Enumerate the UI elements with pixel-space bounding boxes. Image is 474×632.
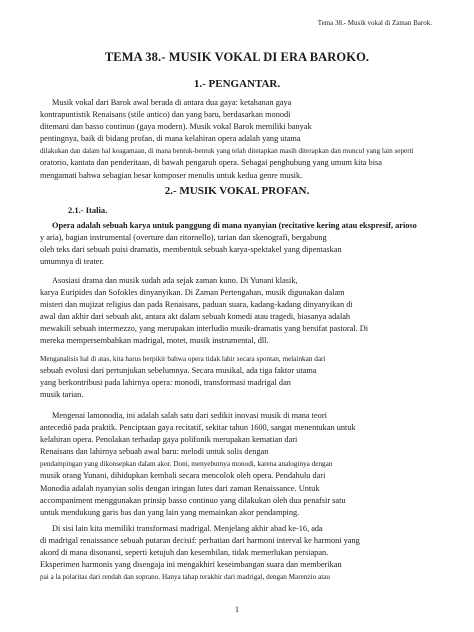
section-2-title: 2.- MUSIK VOKAL PROFAN. <box>164 185 310 197</box>
paragraph-line: mereka mempersembahkan madrigal, motet, musik instrumental, dll. <box>40 336 269 346</box>
section-1-title: 1.- PENGANTAR. <box>193 78 281 90</box>
paragraph-line: yang berkontribusi pada lahirnya opera: monodi, transformasi madrigal dan <box>40 378 291 388</box>
paragraph-line: pentingnya, baik di bidang profan, di mana kelahiran opera adalah yang utama <box>40 134 301 144</box>
paragraph-line: Menganalisis hal di atas, kita harus berpikir bahwa opera tidak lahir secara spontan, melainkan dari <box>40 355 326 363</box>
paragraph-line: kontrapuntistik Renaisans (stile antico) dan yang baru, berdasarkan monodi <box>40 110 291 120</box>
paragraph-line: y aria), bagian instrumental (overture dan ritornello), tarian dan skenografi, bergabung <box>40 233 327 243</box>
paragraph-line: di madrigal renaissance sebuah putaran decisif: perhatian dari harmoni interval ke harmoni yang <box>40 536 360 546</box>
paragraph-line: umumnya di teater. <box>40 257 104 267</box>
paragraph-line: Musik vokal dari Barok awal berada di antara dua gaya: ketahanan gaya <box>52 98 292 107</box>
paragraph-line: Asosiasi drama dan musik sudah ada sejak zaman kuno. Di Yunani klasik, <box>52 276 298 285</box>
opera-definition-paragraph <box>40 220 440 268</box>
paragraph-line: ditemani dan basso continuo (gaya modern). Musik vokal Barok memiliki banyak <box>40 122 312 132</box>
paragraph-line: karya Euripides dan Sofokles dinyanyikan. Di Zaman Pertengahan, musik digunakan dalam <box>40 288 345 298</box>
history-paragraph <box>40 275 440 348</box>
paragraph-line: akord di mana disonansi, seperti ketujuh dan kesembilan, tidak memerlukan persiapan. <box>40 548 329 558</box>
paragraph-line: Monodia adalah nyanyian solis dengan iringan lutes dari zaman Renaissance. Untuk <box>40 483 320 493</box>
paragraph-line: Opera adalah sebuah karya untuk panggung di mana nyanyian (recitative kering atau ekspresif, arioso <box>52 221 417 230</box>
paragraph-line: kelahiran opera. Penolakan terhadap gaya polifonik merupakan kematian dari <box>40 435 298 445</box>
paragraph-line: oleh teks dari sebuah puisi dramatis, membentuk sebuah karya-spektakel yang dipentaskan <box>40 245 342 255</box>
running-header: Tema 38.- Musik vokal di Zaman Barok. <box>317 19 432 27</box>
paragraph-line: dilakukan dan dalam hal keagamaan, di mana bentuk-bentuk yang telah ditetapkan masih diterapkan dan muncul yang lain seperti <box>40 147 414 156</box>
paragraph-line: musik tarian. <box>40 390 84 400</box>
madrigal-paragraph <box>40 523 440 583</box>
document-title: TEMA 38.- MUSIK VOKAL DI ERA BAROKO. <box>104 50 370 64</box>
monody-paragraph <box>40 410 440 519</box>
subsection-title: 2.1.- Italia. <box>68 205 108 215</box>
paragraph-line: musik orang Yunani, dihidupkan kembali secara mencolok oleh opera. Pendahulu dari <box>40 471 326 481</box>
paragraph-line: Mengenai lamonodia, ini adalah salah satu dari sedikit inovasi musik di mana teori <box>52 411 327 420</box>
paragraph-line: awal dan akhir dari sebuah akt, antara akt dalam sebuah komedi atau tragedi, biasanya adalah <box>40 312 351 322</box>
paragraph-line: antecedió pada praktik. Penciptaan gaya recitatif, sekitar tahun 1600, sangat menentukan untuk <box>40 423 356 433</box>
paragraph-line: misteri dan mujizat religius dan pada Renaisans, paduan suara, kadang-kadang dinyanyikan di <box>40 300 353 310</box>
paragraph-line: untuk mendukung garis bas dan yang lain yang memainkan akor pendamping. <box>40 507 300 517</box>
paragraph-line: pai a la polaritas dari rendah dan soprano. Hanya tahap terakhir dari madrigal, dengan Marenzio atau <box>40 573 330 582</box>
paragraph-line: mengamati bahwa sebagian besar komposer menulis untuk kedua genre musik. <box>40 170 303 180</box>
paragraph-line: sebuah evolusi dari pertunjukan sebelumnya. Secara musikal, ada tiga faktor utama <box>40 366 317 376</box>
paragraph-line: Renaisans dan lahirnya sebuah awal baru: melodi untuk solis dengan <box>40 447 269 457</box>
intro-paragraph <box>40 97 440 182</box>
paragraph-line: Eksperimen harmonis yang disengaja ini mengakhiri keseimbangan suara dan memberikan <box>40 560 342 570</box>
paragraph-line: Di sisi lain kita memiliki transformasi madrigal. Menjelang akhir abad ke-16, ada <box>52 524 323 533</box>
paragraph-line: pendampingan yang dikonsepkan dalam akor. Doni, menyebutnya monodi, karena analoginya dengan <box>40 460 333 469</box>
paragraph-line: mewakili sebuah intermezzo, yang merupakan interludio musik-dramatis yang bersifat pastoral. Di <box>40 324 369 334</box>
paragraph-line: accompaniment menggunakan prinsip basso continuo yang dilakukan oleh dua penafsir satu <box>40 495 346 505</box>
analysis-paragraph <box>40 353 440 401</box>
paragraph-line: oratorio, kantata dan penderitaan, di bawah pengaruh opera. Sebagai penghubung yang umum kita bisa <box>40 158 382 168</box>
page-number: 1 <box>235 605 239 614</box>
